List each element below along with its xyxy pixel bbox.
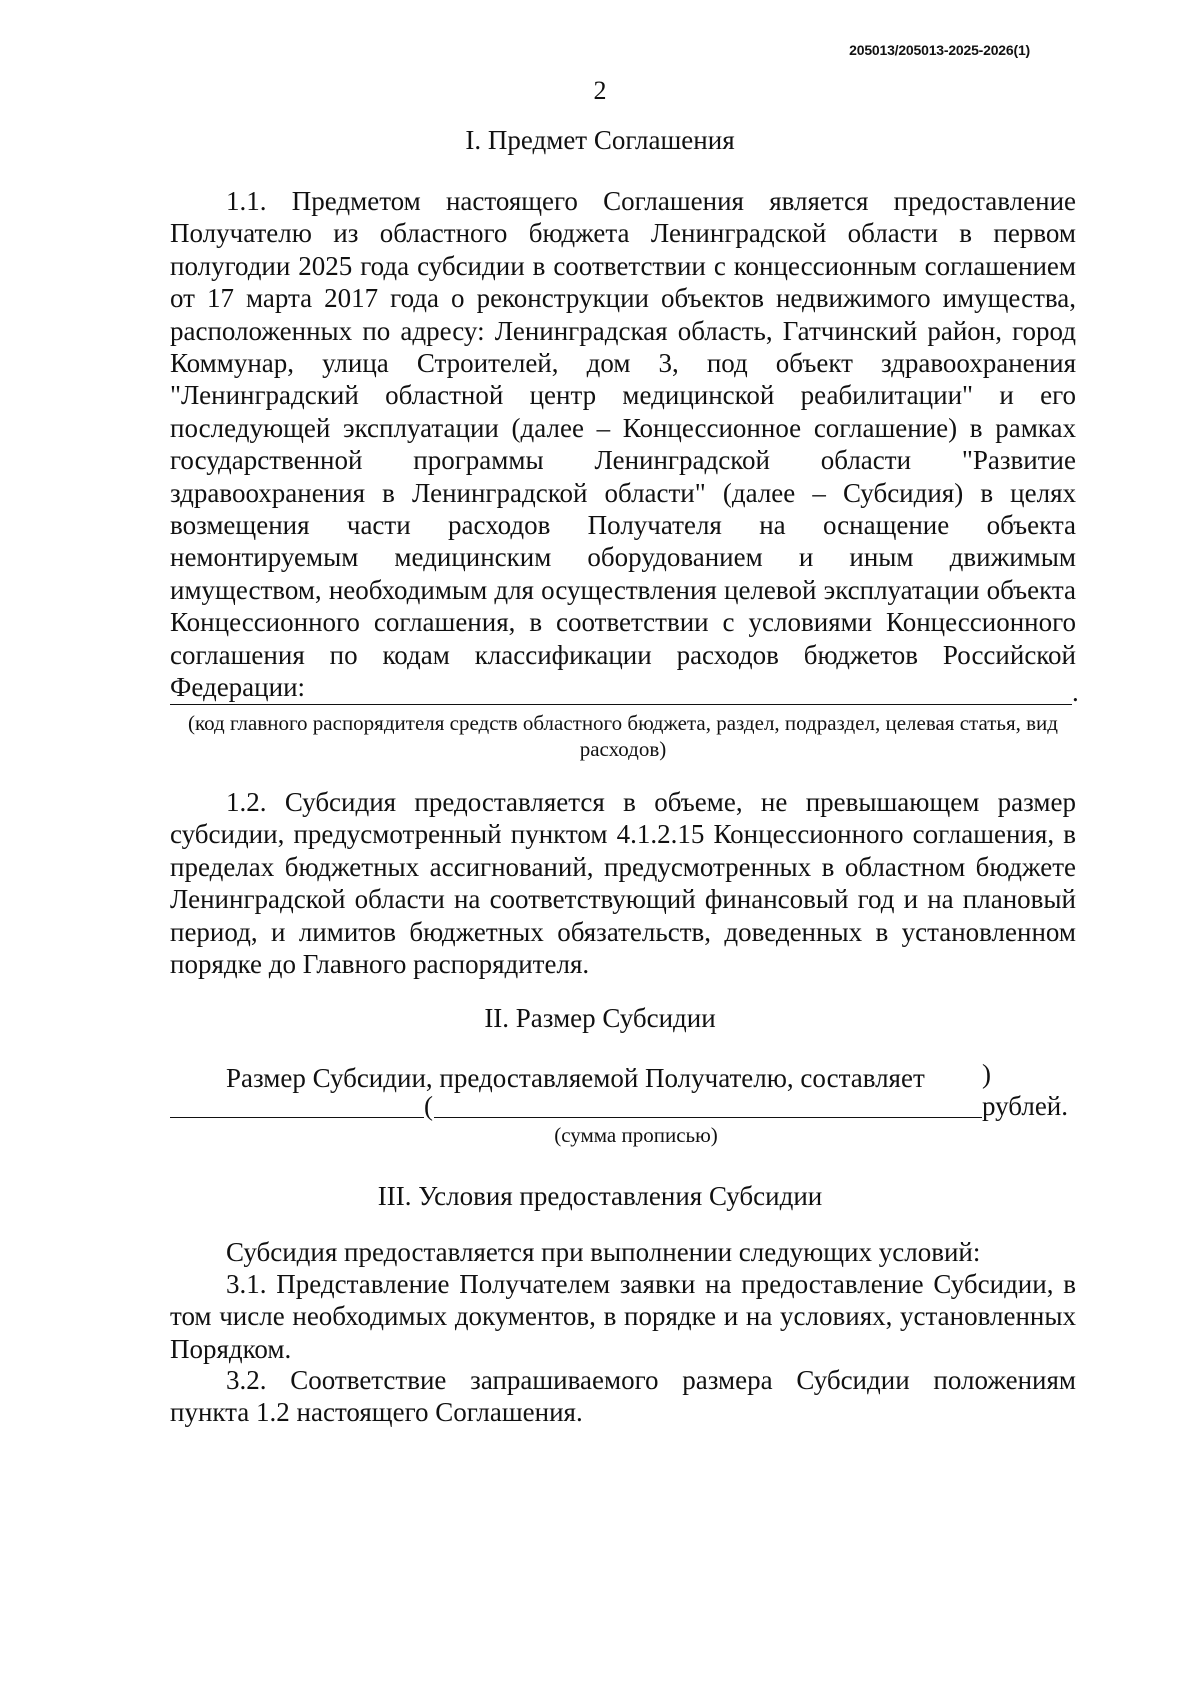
conditions-intro: Субсидия предоставляется при выполнении следующих условий: [226, 1237, 981, 1267]
section-2-title: II. Размер Субсидии [484, 1003, 716, 1033]
amount-digits-blank [170, 1117, 424, 1118]
budget-code-blank-line [170, 704, 1072, 705]
paragraph-1-1: 1.1. Предметом настоящего Соглашения является предоставление Получателю из областного бюджета Ленинградской области в первом полугодии 2025 года субсидии в соответствии с концессионным соглашением от 17 марта 2017 года о реконструкции объектов недвижимого имущества, расположенных по адресу: Ленинградская область, Гатчинский район, город Коммунар, улица Строителей, дом 3, под объект здравоохранения "Ленинградский областной центр медицинской реабилитации" и его последующей эксплуатации (далее – Концессионное соглашение) в рамках государственной программы Ленинградской области "Развитие здравоохранения в Ленинградской области" (далее – Субсидия) в целях возмещения части расходов Получателя на оснащение объекта немонтируемым медицинским оборудованием и иным движимым имуществом, необходимым для осуществления целевой эксплуатации объекта Концессионного соглашения, в соответствии с условиями Концессионного соглашения по кодам классификации расходов бюджетов Российской Федерации: [170, 186, 1076, 703]
amount-paren-open: ( [424, 1091, 433, 1121]
paragraph-3-1: 3.1. Представление Получателем заявки на предоставление Субсидии, в том числе необходимых документов, в порядке и на условиях, установленных Порядком. [170, 1269, 1076, 1364]
paragraph-1-2: 1.2. Субсидия предоставляется в объеме, не превышающем размер субсидии, предусмотренный пунктом 4.1.2.15 Концессионного соглашения, в пределах бюджетных ассигнований, предусмотренных в областном бюджете Ленинградской области на соответствующий финансовый год и на плановый период, и лимитов бюджетных обязательств, доведенных в установленном порядке до Главного распорядителя. [170, 787, 1076, 980]
section-1-title: I. Предмет Соглашения [465, 125, 735, 155]
amount-unit: ) рублей. [982, 1059, 1069, 1121]
paragraph-3-2: 3.2. Соответствие запрашиваемого размера Субсидии положениям пункта 1.2 настоящего Соглашения. [170, 1365, 1076, 1428]
page-number: 2 [593, 76, 607, 105]
document-id: 205013/205013-2025-2026(1) [849, 42, 1030, 58]
amount-caption: (сумма прописью) [554, 1123, 718, 1147]
subsidy-amount-text: Размер Субсидии, предоставляемой Получателю, составляет [226, 1063, 925, 1093]
budget-code-caption: (код главного распорядителя средств областного бюджета, раздел, подраздел, целевая статья, вид расходов) [188, 711, 1058, 761]
section-3-title: III. Условия предоставления Субсидии [377, 1181, 823, 1211]
line-end-dot: . [1072, 677, 1079, 707]
amount-words-blank [434, 1117, 982, 1118]
